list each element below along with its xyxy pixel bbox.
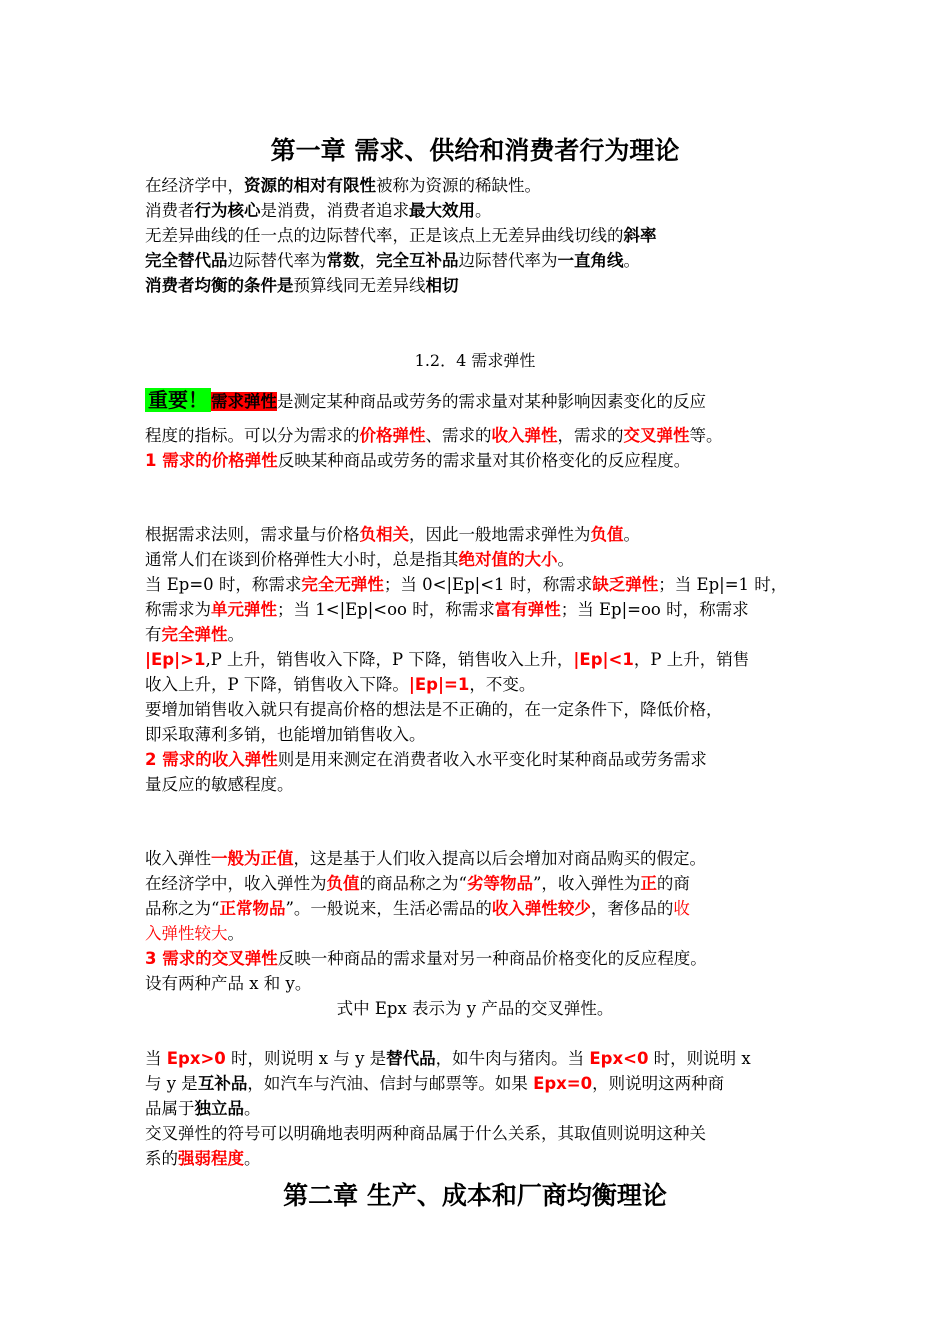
formula-caption: 式中 Epx 表示为 y 产品的交叉弹性。	[336, 999, 614, 1018]
text-line: 设有两种产品 x 和 y。	[145, 974, 312, 993]
text-line: 与 y 是互补品，如汽车与汽油、信封与邮票等。如果 Epx=0，则说明这两种商	[145, 1074, 725, 1093]
text-line: 当 Ep=0 时，称需求完全无弹性；当 0<|Ep|<1 时，称需求缺乏弹性；当 Ep|=1 时，	[145, 575, 788, 594]
text-line: 系的强弱程度。	[145, 1149, 261, 1168]
text-line: 完全替代品边际替代率为常数，完全互补品边际替代率为一直角线。	[145, 251, 640, 270]
text-line: 品称之为“正常物品”。一般说来，生活必需品的收入弹性较少，奢侈品的收	[145, 899, 690, 918]
text-line: 收入上升，P 下降，销售收入下降。|Ep|=1，不变。	[145, 675, 536, 694]
text-line: 收入弹性一般为正值，这是基于人们收入提高以后会增加对商品购买的假定。	[145, 849, 706, 868]
text-line: 重要！ 需求弹性是测定某种商品或劳务的需求量对某种影响因素变化的反应	[145, 385, 815, 417]
text-line: 通常人们在谈到价格弹性大小时，总是指其绝对值的大小。	[145, 550, 574, 569]
text-line: 品属于独立品。	[145, 1099, 261, 1118]
chapter-2-title: 第二章 生产、成本和厂商均衡理论	[283, 1181, 667, 1210]
text-line: 称需求为单元弹性；当 1<|Ep|<oo 时，称需求富有弹性；当 Ep|=oo 时，称需求	[145, 600, 749, 619]
text-line: 1 需求的价格弹性反映某种商品或劳务的需求量对其价格变化的反应程度。	[145, 451, 691, 470]
text-line: 当 Epx>0 时，则说明 x 与 y 是替代品，如牛肉与猪肉。当 Epx<0 时，则说明 x	[145, 1049, 751, 1068]
text-line: 量反应的敏感程度。	[145, 775, 294, 794]
text-line: 即采取薄利多销，也能增加销售收入。	[145, 725, 426, 744]
text-line: 在经济学中，资源的相对有限性被称为资源的稀缺性。	[145, 176, 541, 195]
chapter-1-title: 第一章 需求、供给和消费者行为理论	[270, 136, 680, 165]
text-line: 程度的指标。可以分为需求的价格弹性、需求的收入弹性，需求的交叉弹性等。	[145, 426, 723, 445]
text-line: 无差异曲线的任一点的边际替代率，正是该点上无差异曲线切线的斜率	[145, 226, 657, 245]
text-line: 要增加销售收入就只有提高价格的想法是不正确的，在一定条件下，降低价格，	[145, 700, 723, 719]
text-line: 有完全弹性。	[145, 625, 244, 644]
text-line: 根据需求法则，需求量与价格负相关，因此一般地需求弹性为负值。	[145, 525, 640, 544]
section-heading: 1.2．4 需求弹性	[414, 351, 536, 370]
text-line: 2 需求的收入弹性则是用来测定在消费者收入水平变化时某种商品或劳务需求	[145, 750, 707, 769]
text-line: 消费者行为核心是消费，消费者追求最大效用。	[145, 201, 492, 220]
text-line: 入弹性较大。	[145, 924, 244, 943]
highlight-important: 重要！	[145, 388, 211, 412]
text-line: |Ep|>1,P 上升，销售收入下降，P 下降，销售收入上升，|Ep|<1，P 上升，销售	[145, 650, 750, 669]
text-line: 在经济学中，收入弹性为负值的商品称之为“劣等物品”，收入弹性为正的商	[145, 874, 690, 893]
text-line: 交叉弹性的符号可以明确地表明两种商品属于什么关系，其取值则说明这种关	[145, 1124, 706, 1143]
text-line: 3 需求的交叉弹性反映一种商品的需求量对另一种商品价格变化的反应程度。	[145, 949, 707, 968]
text-line: 消费者均衡的条件是预算线同无差异线相切	[145, 276, 459, 295]
